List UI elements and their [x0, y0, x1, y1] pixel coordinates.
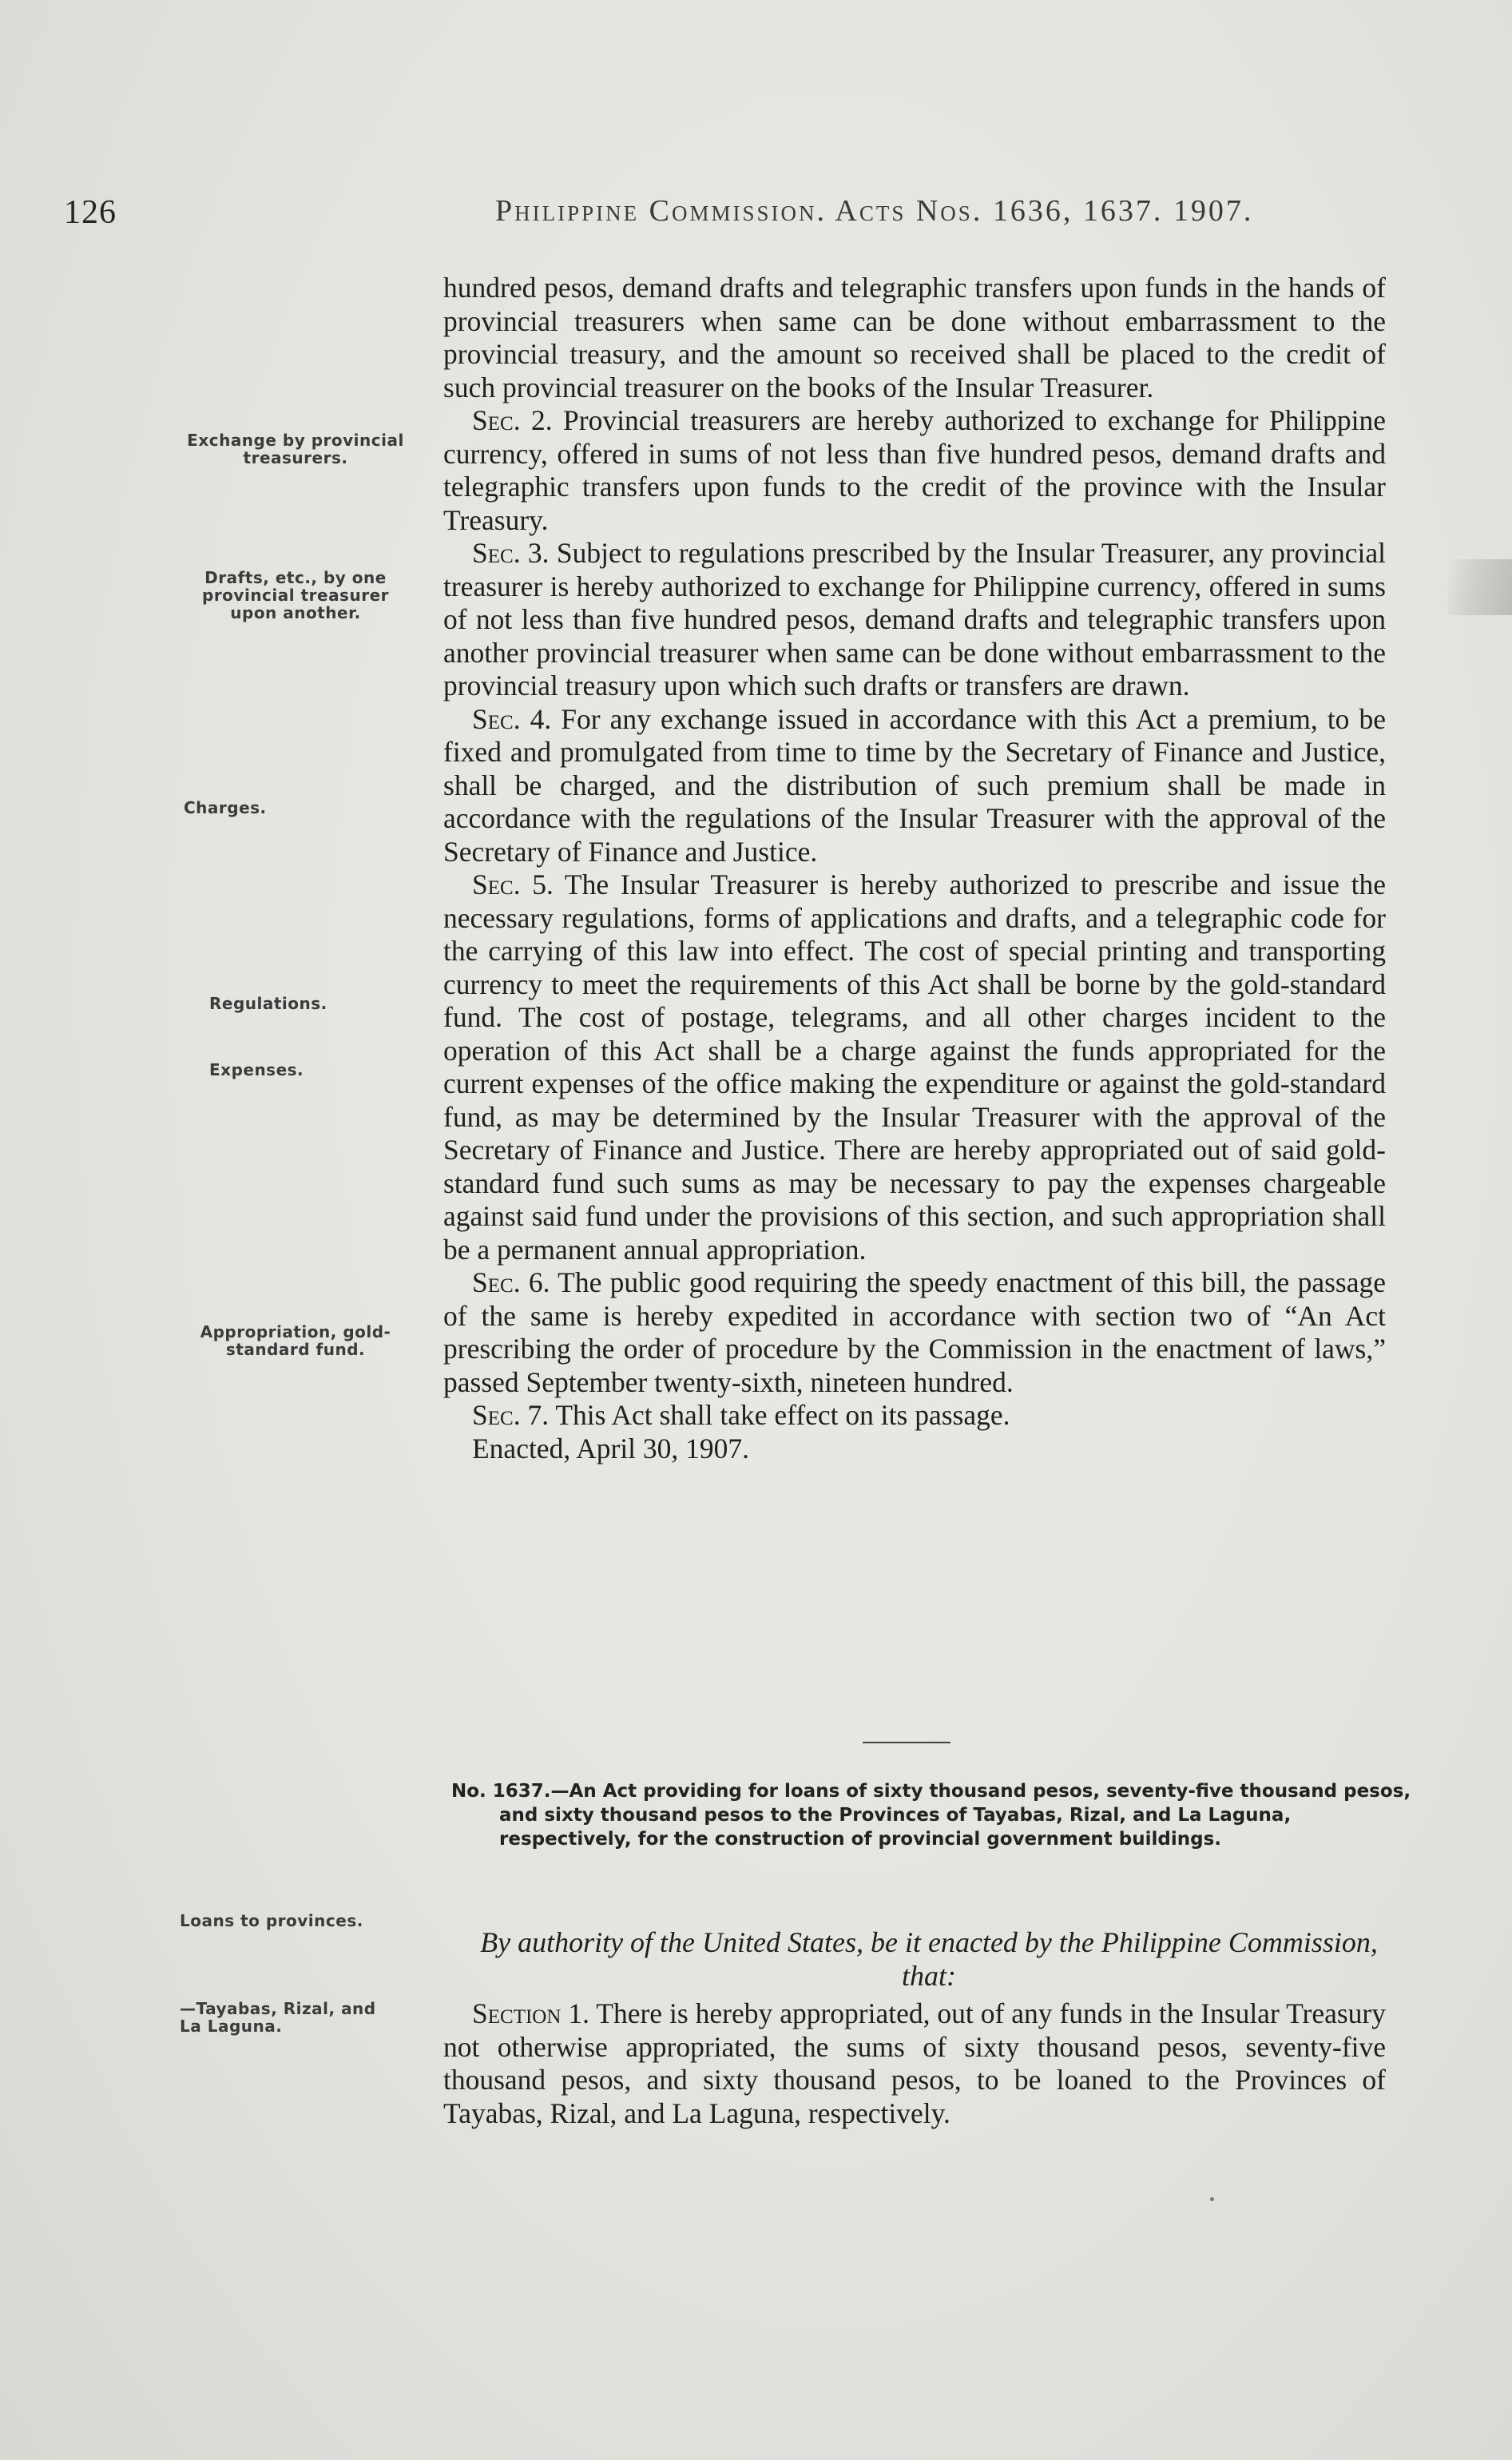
- section-5-label: Sec. 5.: [472, 868, 554, 900]
- act-1637-section-1-text: There is hereby appropriated, out of any funds in the Insular Treasury not otherwise appropriated, the sums of sixty thousand pesos, seventy-five thousand pesos, and sixty thousand pesos, to be loaned to the Provinces of Tayabas, Rizal, and La Laguna, respectively.: [443, 1997, 1386, 2129]
- section-2: [443, 404, 1386, 537]
- enacted-line: [443, 1433, 1386, 1466]
- act-1636-body: [443, 272, 1386, 1465]
- margin-note-appropriation: Appropriation, gold-standard fund.: [200, 1322, 391, 1359]
- section-4: [443, 703, 1386, 869]
- section-4-text: For any exchange issued in accordance with this Act a premium, to be fixed and promulgated from time to time by the Secretary of Finance and Justice, shall be charged, and the distribution of such premium shall be made in accordance with the regulations of the Insular Treasurer with the approval of the Secretary of Finance and Justice.: [443, 702, 1386, 868]
- section-5-text: The Insular Treasurer is hereby authorized to prescribe and issue the necessary regulations, forms of applications and drafts, and a telegraphic code for the carrying of this law into effect. The cost of special printing and transporting currency to meet the requirements of this Act shall be borne by the gold-standard fund. The cost of postage, telegrams, and all other charges incident to the operation of this Act shall be a charge against the funds appropriated for the current expenses of the office making the expenditure or against the gold-standard fund, as may be determined by the Insular Treasurer with the approval of the Secretary of Finance and Justice. There are hereby appropriated out of said gold-standard fund such sums as may be necessary to pay the expenses chargeable against said fund under the provisions of this section, and such appropriation shall be a permanent annual appropriation.: [443, 868, 1386, 1266]
- section-7-label: Sec. 7.: [472, 1399, 550, 1431]
- margin-note-regulations: Regulations.: [209, 994, 327, 1013]
- page-edge-tab: [1448, 559, 1512, 615]
- act-1637-section-1: [443, 1997, 1386, 2130]
- section-3-label: Sec. 3.: [472, 537, 550, 569]
- section-2-text: Provincial treasurers are hereby authorized to exchange for Philippine currency, offered in sums of not less than five hundred pesos, demand drafts and telegraphic transfers upon funds to the credit of the province with the Insular Treasury.: [443, 404, 1386, 536]
- section-4-label: Sec. 4.: [472, 702, 552, 735]
- section-5: [443, 868, 1386, 1266]
- act-divider-rule: [863, 1742, 950, 1743]
- act-1637-body: [443, 1997, 1386, 2130]
- margin-note-exchange: Exchange by provincial treasurers.: [187, 431, 404, 467]
- margin-note-provinces: —Tayabas, Rizal, and La Laguna.: [180, 1999, 376, 2036]
- margin-note-expenses: Expenses.: [209, 1060, 304, 1079]
- act-1637-section-1-label: Section 1.: [472, 1997, 589, 2029]
- section-7: [443, 1399, 1386, 1433]
- act-1637-title: No. 1637.—An Act providing for loans of sixty thousand pesos, seventy-five thousand pesos, and sixty thousand pesos to the Provinces of Tayabas, Rizal, and La Laguna, respectively, for the construction of provincial government buildings.: [451, 1781, 1411, 1850]
- margin-note-charges: Charges.: [184, 798, 267, 817]
- margin-note-drafts: Drafts, etc., by one provincial treasurer upon another.: [202, 568, 389, 622]
- enacted-date: Enacted, April 30, 1907.: [472, 1432, 750, 1464]
- section-6-label: Sec. 6.: [472, 1266, 550, 1298]
- running-head: Philippine Commission. Acts Nos. 1636, 1637. 1907.: [495, 194, 1254, 228]
- section-3: [443, 537, 1386, 703]
- margin-note-loans: Loans to provinces.: [180, 1911, 363, 1930]
- continuation-paragraph: hundred pesos, demand drafts and telegraphic transfers upon funds in the hands of provincial treasurers when same can be done without embarrassment to the provincial treasury, and the amount so received shall be placed to the credit of such provincial treasurer on the books of the Insular Treasurer.: [443, 272, 1386, 403]
- section-7-text: This Act shall take effect on its passage.: [555, 1399, 1010, 1431]
- section-3-text: Subject to regulations prescribed by the Insular Treasurer, any provincial treasurer is hereby authorized to exchange for Philippine currency, offered in sums of not less than five hundred pesos, demand drafts and telegraphic transfers upon another provincial treasurer when same can be done without embarrassment to the provincial treasury upon which such drafts or transfers are drawn.: [443, 537, 1386, 701]
- section-6-text: The public good requiring the speedy enactment of this bill, the passage of the same is hereby expedited in accordance with section two of “An Act prescribing the order of procedure by the Commission in the enactment of laws,” passed September twenty-sixth, nineteen hundred.: [443, 1266, 1386, 1398]
- page-number: 126: [64, 194, 117, 231]
- paper-speck: [1210, 2197, 1214, 2201]
- section-2-label: Sec. 2.: [472, 404, 553, 436]
- page-header: [64, 193, 1368, 233]
- enacting-clause: By authority of the United States, be it enacted by the Philippine Commission, that:: [480, 1926, 1378, 1992]
- section-6: [443, 1266, 1386, 1399]
